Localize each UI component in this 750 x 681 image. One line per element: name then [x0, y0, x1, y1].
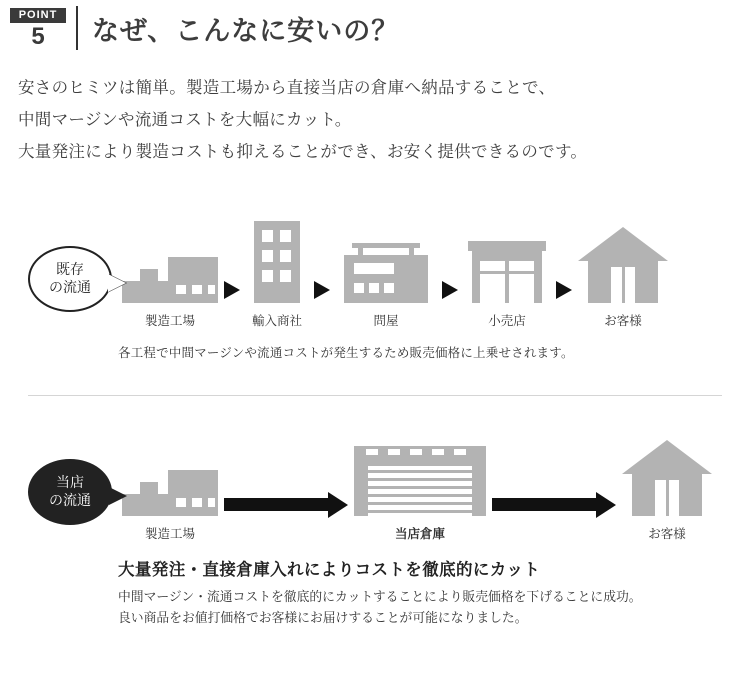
flow-arrow-3-icon — [442, 281, 458, 299]
retail-shop-icon — [464, 221, 550, 303]
existing-flow-balloon-wrap — [18, 229, 122, 329]
lead-line-2: 中間マージンや流通コストを大幅にカット。 — [18, 111, 352, 130]
office-building-icon — [246, 221, 308, 303]
page-title: なぜ、こんなに安いの？ — [92, 15, 400, 46]
node-factory-label: 製造工場 — [144, 313, 195, 328]
existing-flow-section — [0, 221, 750, 396]
our-flow-arrow-1-icon — [224, 498, 348, 512]
lead-line-3: 大量発注により製造コストも抑えることができ、お安く提供できるのです。 — [18, 143, 588, 162]
point-badge-word: POINT — [10, 8, 66, 23]
node-import-company — [246, 221, 308, 329]
node-factory-label: 製造工場 — [144, 526, 195, 541]
flow-arrow-2-icon — [314, 281, 330, 299]
node-factory — [122, 434, 218, 542]
point-badge-number: 5 — [31, 22, 45, 50]
our-flow-balloon — [28, 459, 112, 525]
node-own-warehouse — [354, 434, 486, 542]
our-flow-headline: 大量発注・直接倉庫入れによりコストを徹底的にカット — [118, 560, 541, 579]
node-retail-shop — [464, 221, 550, 329]
node-customer-label: お客様 — [648, 526, 686, 541]
own-warehouse-icon — [354, 434, 486, 516]
our-flow-row — [0, 434, 750, 542]
point-badge — [10, 8, 72, 49]
node-wholesaler-label: 問屋 — [373, 313, 399, 328]
our-flow-body-line-2: 良い商品をお値打価格でお客様にお届けすることが可能になりました。 — [118, 609, 528, 625]
header-divider — [76, 6, 78, 50]
section-divider — [28, 395, 722, 396]
existing-flow-row — [0, 221, 750, 329]
our-flow-balloon-line2: の流通 — [49, 491, 91, 508]
lead-paragraph — [18, 72, 750, 169]
flow-arrow-1-icon — [224, 281, 240, 299]
balloon-tail — [108, 274, 126, 292]
our-flow-section — [0, 434, 750, 628]
existing-flow-balloon-line1: 既存 — [56, 261, 84, 278]
our-flow-balloon-line1: 当店 — [56, 474, 84, 491]
customer-house-icon — [578, 221, 668, 303]
customer-house-icon — [622, 434, 712, 516]
existing-flow-balloon — [28, 246, 112, 312]
flow-arrow-4-icon — [556, 281, 572, 299]
balloon-tail — [108, 487, 126, 505]
our-flow-text — [118, 556, 750, 628]
factory-icon — [122, 434, 218, 516]
our-flow-arrow-2-icon — [492, 498, 616, 512]
node-customer — [578, 221, 668, 329]
our-flow-body-line-1: 中間マージン・流通コストを徹底的にカットすることにより販売価格を下げることに成功。 — [118, 588, 642, 604]
node-import-company-label: 輸入商社 — [251, 313, 302, 328]
node-own-warehouse-label: 当店倉庫 — [394, 526, 445, 541]
node-customer-label: お客様 — [604, 313, 642, 328]
existing-flow-balloon-line2: の流通 — [49, 278, 91, 295]
factory-icon — [122, 221, 218, 303]
wholesale-warehouse-icon — [336, 221, 436, 303]
node-retail-shop-label: 小売店 — [488, 313, 526, 328]
page-header — [0, 0, 750, 50]
node-factory — [122, 221, 218, 329]
existing-flow-note: 各工程で中間マージンや流通コストが発生するため販売価格に上乗せされます。 — [118, 345, 574, 360]
node-wholesaler — [336, 221, 436, 329]
our-flow-balloon-wrap — [18, 442, 122, 542]
our-flow-body — [118, 586, 750, 628]
lead-line-1: 安さのヒミツは簡単。製造工場から直接当店の倉庫へ納品することで、 — [18, 79, 556, 97]
node-customer — [622, 434, 712, 542]
